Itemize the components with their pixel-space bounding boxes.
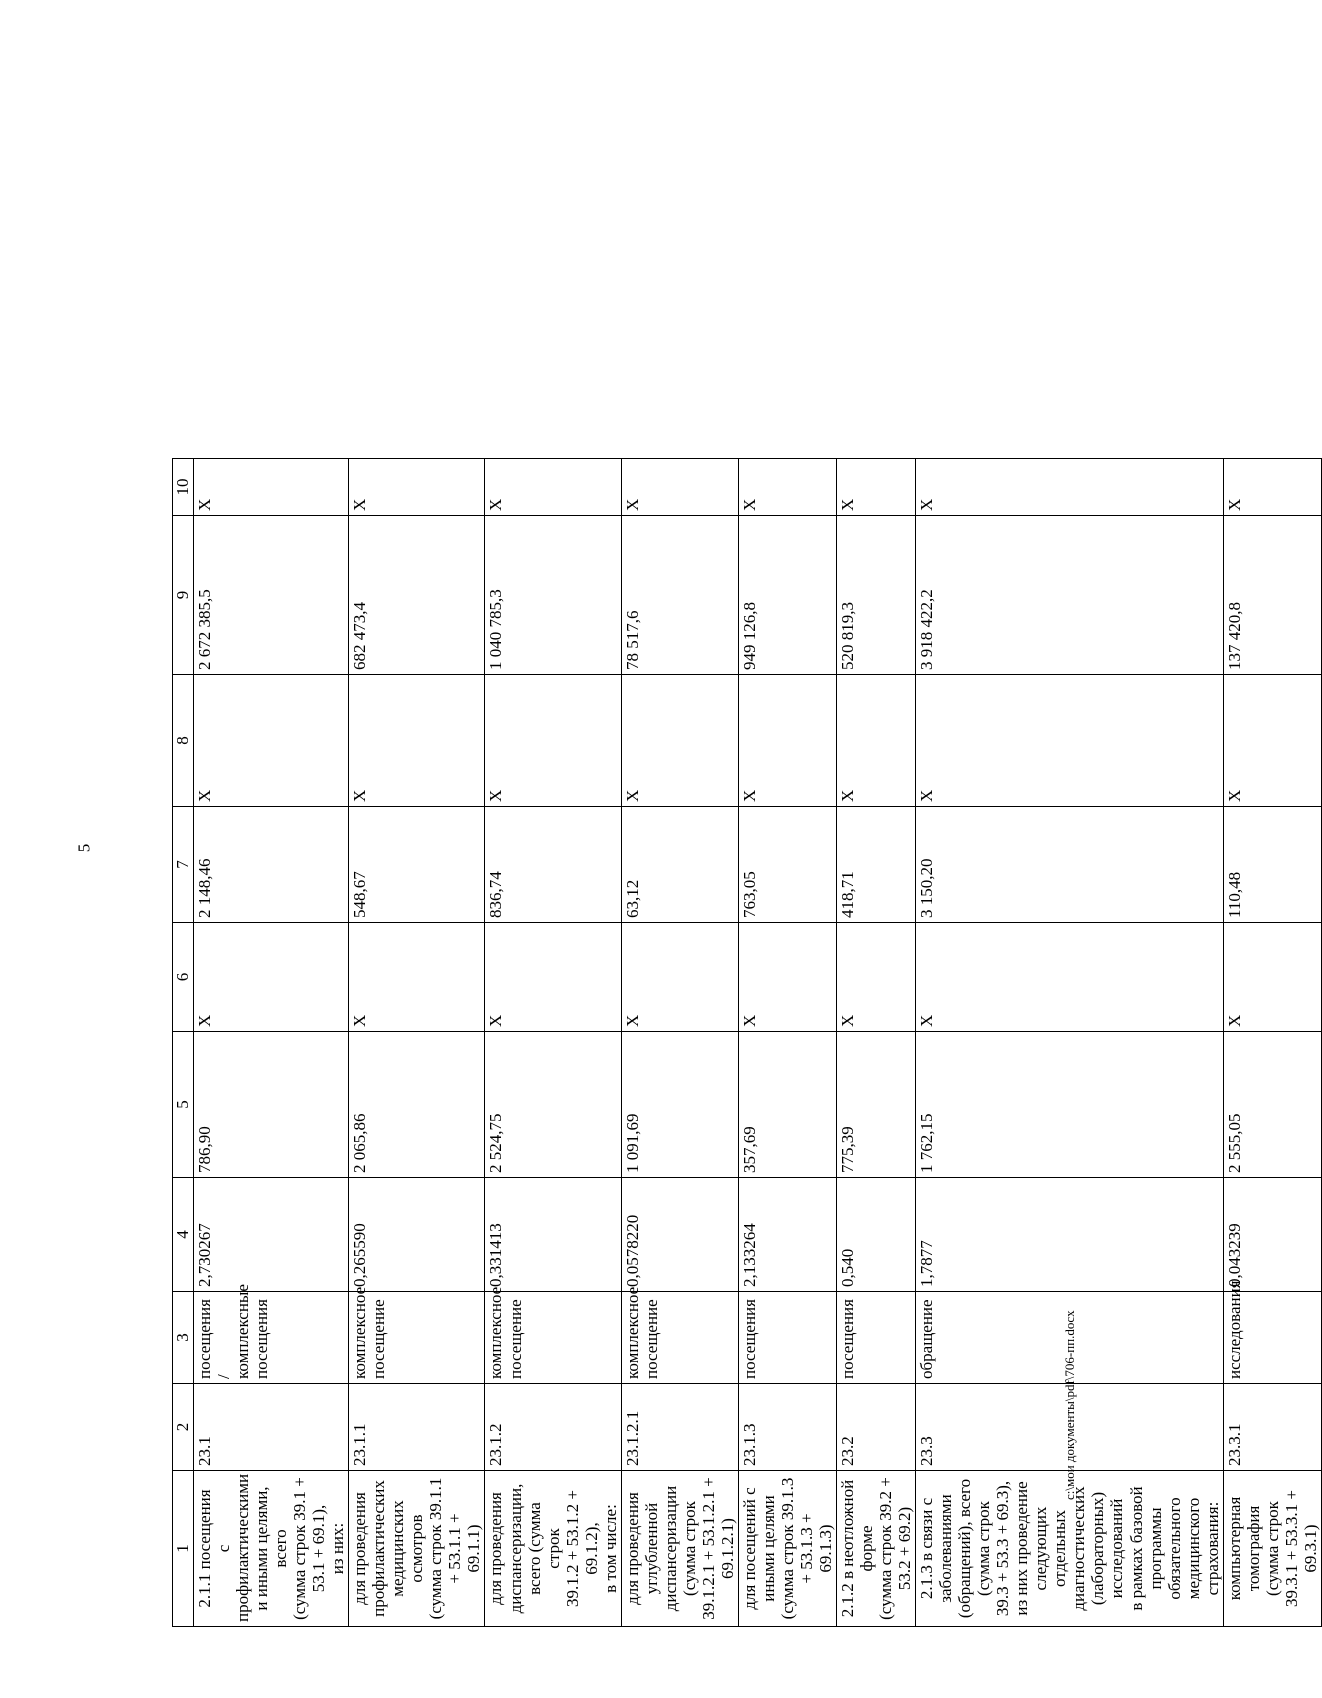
table-cell-c7: 836,74 — [485, 807, 621, 923]
footer-file-path: c:\мои документы\pdf\706-пп.docx — [1062, 1310, 1077, 1500]
table-cell-c7: 3 150,20 — [916, 807, 1224, 923]
table-cell-name: 2.1.3 в связи с заболеваниями (обращений), всего (сумма строк 39.3 + 53.3 + 69.3), из них проведение следующих отдельных диагностических (лабораторных) исследований в рамках базовой программы обязательного медицинского страхования: — [916, 1471, 1224, 1627]
table-row — [738, 459, 836, 1627]
header-cell-1: 1 — [173, 1471, 194, 1627]
table-cell-code: 23.1 — [194, 1384, 349, 1471]
table-row — [837, 459, 916, 1627]
header-cell-6: 6 — [173, 923, 194, 1032]
table-cell-c6: Х — [738, 923, 836, 1032]
table-cell-code: 23.1.2.1 — [621, 1384, 738, 1471]
table-cell-c9: 520 819,3 — [837, 516, 916, 675]
header-cell-8: 8 — [173, 675, 194, 807]
table-row — [485, 459, 621, 1627]
table-cell-c4: 0,540 — [837, 1178, 916, 1292]
table-cell-c6: Х — [837, 923, 916, 1032]
table-cell-c7: 63,12 — [621, 807, 738, 923]
table-cell-c9: 2 672 385,5 — [194, 516, 349, 675]
table-cell-unit: комплексное посещение — [621, 1292, 738, 1384]
table-cell-name: 2.1.2 в неотложной форме (сумма строк 39.2 + 53.2 + 69.2) — [837, 1471, 916, 1627]
table-cell-c5: 1 091,69 — [621, 1032, 738, 1178]
table-cell-unit: обращение — [916, 1292, 1224, 1384]
table-cell-code: 23.1.2 — [485, 1384, 621, 1471]
table-cell-c10: Х — [916, 459, 1224, 516]
table-cell-name: 2.1.1 посещения с профилактическими и иными целями, всего (сумма строк 39.1 + 53.1 + 69.1), из них: — [194, 1471, 349, 1627]
table-cell-c5: 775,39 — [837, 1032, 916, 1178]
header-cell-10: 10 — [173, 459, 194, 516]
table-cell-c10: Х — [738, 459, 836, 516]
table-cell-c10: Х — [837, 459, 916, 516]
table-cell-c5: 786,90 — [194, 1032, 349, 1178]
table-cell-c9: 682 473,4 — [349, 516, 485, 675]
table-cell-c6: Х — [349, 923, 485, 1032]
table-cell-c9: 1 040 785,3 — [485, 516, 621, 675]
table-cell-code: 23.2 — [837, 1384, 916, 1471]
table-cell-c10: Х — [1223, 459, 1321, 516]
table-cell-unit: комплексное посещение — [485, 1292, 621, 1384]
table-cell-c8: Х — [485, 675, 621, 807]
table-row — [1223, 459, 1321, 1627]
header-cell-4: 4 — [173, 1178, 194, 1292]
table-cell-c4: 0,0578220 — [621, 1178, 738, 1292]
table-cell-c7: 763,05 — [738, 807, 836, 923]
table-cell-name: компьютерная томография (сумма строк 39.3.1 + 53.3.1 + 69.3.1) — [1223, 1471, 1321, 1627]
table-cell-code: 23.1.1 — [349, 1384, 485, 1471]
table-cell-c4: 0,265590 — [349, 1178, 485, 1292]
table-cell-c4: 1,7877 — [916, 1178, 1224, 1292]
table-cell-name: для проведения диспансеризации, всего (сумма строк 39.1.2 + 53.1.2 + 69.1.2), в том числе: — [485, 1471, 621, 1627]
table-cell-unit: комплексное посещение — [349, 1292, 485, 1384]
table-cell-code: 23.3 — [916, 1384, 1224, 1471]
table-cell-c6: Х — [916, 923, 1224, 1032]
table-row — [621, 459, 738, 1627]
table-cell-unit: посещения — [837, 1292, 916, 1384]
table-cell-c7: 418,71 — [837, 807, 916, 923]
table-cell-c10: Х — [485, 459, 621, 516]
table-cell-c8: Х — [621, 675, 738, 807]
table-cell-c5: 2 555,05 — [1223, 1032, 1321, 1178]
table-cell-name: для проведения профилактических медицинских осмотров (сумма строк 39.1.1 + 53.1.1 + 69.1.1) — [349, 1471, 485, 1627]
table-cell-c6: Х — [194, 923, 349, 1032]
header-row — [173, 459, 194, 1627]
table-cell-c7: 2 148,46 — [194, 807, 349, 923]
table-cell-c9: 3 918 422,2 — [916, 516, 1224, 675]
table-body — [194, 459, 1322, 1627]
table-cell-c6: Х — [485, 923, 621, 1032]
table-cell-c10: Х — [194, 459, 349, 516]
header-cell-7: 7 — [173, 807, 194, 923]
table-row — [349, 459, 485, 1627]
header-cell-3: 3 — [173, 1292, 194, 1384]
table-cell-c4: 2,133264 — [738, 1178, 836, 1292]
table-cell-c9: 949 126,8 — [738, 516, 836, 675]
table-cell-code: 23.3.1 — [1223, 1384, 1321, 1471]
table-cell-c8: Х — [738, 675, 836, 807]
table-cell-c4: 0,043239 — [1223, 1178, 1321, 1292]
table-cell-c8: Х — [349, 675, 485, 807]
table-cell-c10: Х — [349, 459, 485, 516]
table-cell-c8: Х — [916, 675, 1224, 807]
table-cell-c4: 2,730267 — [194, 1178, 349, 1292]
header-cell-5: 5 — [173, 1032, 194, 1178]
table-cell-c9: 137 420,8 — [1223, 516, 1321, 675]
table-row — [194, 459, 349, 1627]
table-cell-unit: посещения — [738, 1292, 836, 1384]
table-cell-name: для посещений с иными целями (сумма строк 39.1.3 + 53.1.3 + 69.1.3) — [738, 1471, 836, 1627]
table-cell-c5: 1 762,15 — [916, 1032, 1224, 1178]
table-cell-c5: 2 524,75 — [485, 1032, 621, 1178]
table-cell-c7: 548,67 — [349, 807, 485, 923]
table-cell-c6: Х — [1223, 923, 1321, 1032]
table-cell-unit: исследования — [1223, 1292, 1321, 1384]
table-cell-c4: 0,331413 — [485, 1178, 621, 1292]
page-number: 5 — [74, 843, 94, 853]
table-cell-code: 23.1.3 — [738, 1384, 836, 1471]
table-cell-c8: Х — [194, 675, 349, 807]
table-cell-c9: 78 517,6 — [621, 516, 738, 675]
table-cell-c6: Х — [621, 923, 738, 1032]
table-cell-name: для проведения углубленной диспансеризации (сумма строк 39.1.2.1 + 53.1.2.1 + 69.1.2.1) — [621, 1471, 738, 1627]
table-cell-c5: 2 065,86 — [349, 1032, 485, 1178]
table-cell-c5: 357,69 — [738, 1032, 836, 1178]
table-cell-unit: посещения /комплексные посещения — [194, 1292, 349, 1384]
header-cell-2: 2 — [173, 1384, 194, 1471]
table-cell-c8: Х — [837, 675, 916, 807]
table-cell-c8: Х — [1223, 675, 1321, 807]
table-cell-c10: Х — [621, 459, 738, 516]
table-cell-c7: 110,48 — [1223, 807, 1321, 923]
tariff-table — [172, 458, 1322, 1627]
header-cell-9: 9 — [173, 516, 194, 675]
